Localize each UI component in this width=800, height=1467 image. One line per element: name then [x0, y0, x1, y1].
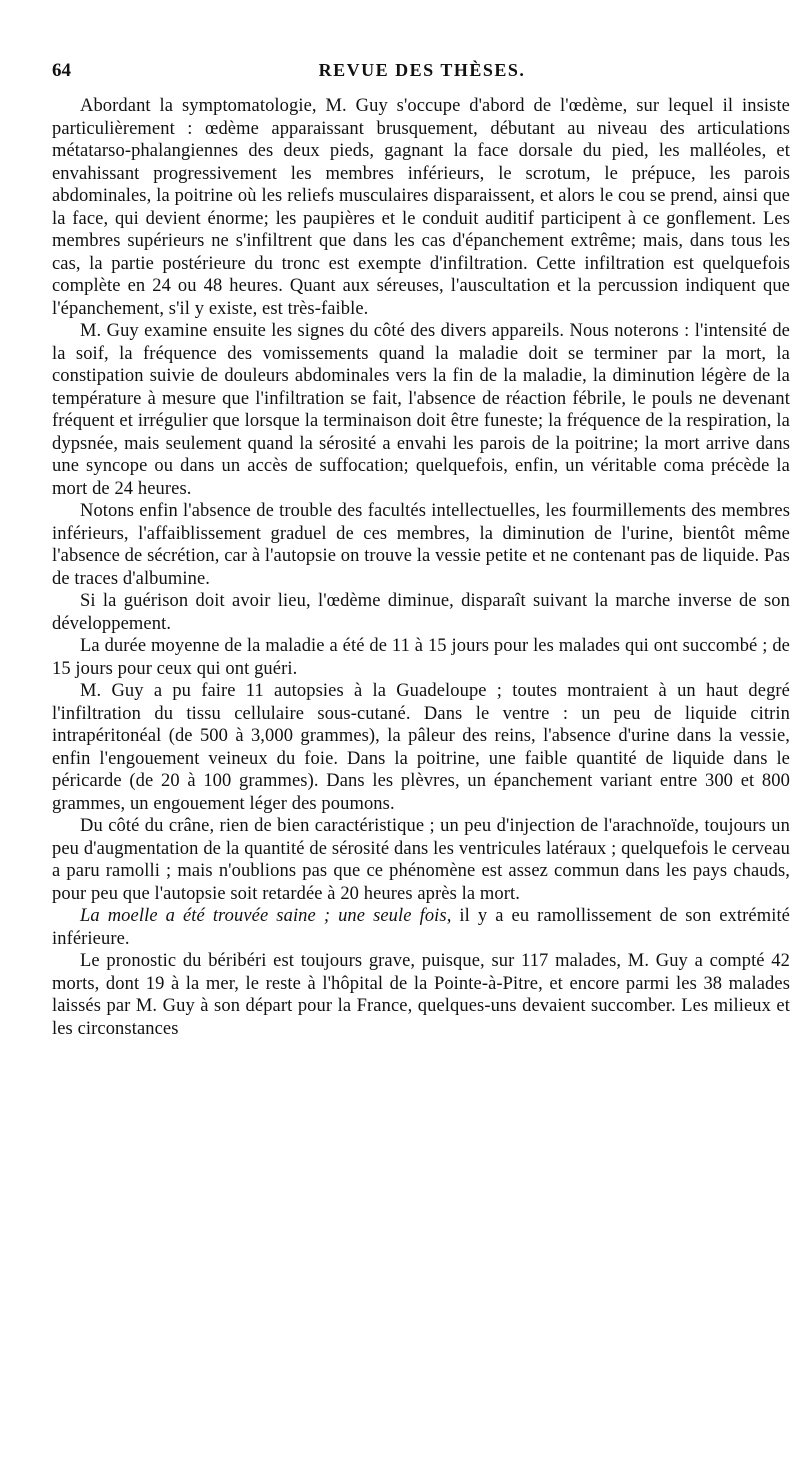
paragraph: Le pronostic du béribéri est toujours grave, puisque, sur 117 malades, M. Guy a compté 42 morts, dont 19 à la mer, le reste à l'hôpital de la Pointe-à-Pitre, et encore parmi les 38 malades laissés par M. Guy à son départ pour la France, quelques-uns devaient succomber. Les milieux et les circonstances [52, 951, 790, 1039]
paragraph: Notons enfin l'absence de trouble des facultés intellectuelles, les fourmillements des membres inférieurs, l'affaiblissement graduel de ces membres, la diminution de l'urine, bientôt même l'absence de sécrétion, car à l'autopsie on trouve la vessie petite et ne contenant pas de liquide. Pas de traces d'albumine. [52, 501, 790, 589]
paragraph: La durée moyenne de la maladie a été de 11 à 15 jours pour les malades qui ont succombé ; de 15 jours pour ceux qui ont guéri. [52, 636, 790, 679]
running-title: REVUE DES THÈSES. [318, 60, 526, 80]
body-text [52, 95, 790, 1040]
paragraph: Abordant la symptomatologie, M. Guy s'occupe d'abord de l'œdème, sur lequel il insiste particulièrement : œdème apparaissant brusquement, débutant au niveau des articulations métatarso-phalangiennes des deux pieds, gagnant la face dorsale du pied, les malléoles, et envahissant progressivement les membres inférieurs, le scrotum, le prépuce, les parois abdominales, la poitrine où les reliefs musculaires disparaissent, et alors le cou se prend, ainsi que la face, qui devient énorme; les paupières et le conduit auditif participent à ce gonflement. Les membres supérieurs ne s'infiltrent que dans les cas d'épanchement extrême; mais, dans tous les cas, la partie postérieure du tronc est exempte d'infiltration. Cette infiltration est quelquefois complète en 24 ou 48 heures. Quant aux séreuses, l'auscultation et la percussion indiquent que l'épanchement, s'il y existe, est très-faible. [52, 96, 790, 319]
italic-phrase: La moelle a été trouvée saine ; une seule fois, [80, 906, 452, 926]
paragraph: Si la guérison doit avoir lieu, l'œdème diminue, disparaît suivant la marche inverse de son développement. [52, 591, 790, 634]
paragraph: M. Guy a pu faire 11 autopsies à la Guadeloupe ; toutes montraient à un haut degré l'infiltration du tissu cellulaire sous-cutané. Dans le ventre : un peu de liquide citrin intrapéritonéal (de 500 à 3,000 grammes), la pâleur des reins, l'absence d'urine dans la vessie, enfin l'engouement veineux du foie. Dans la poitrine, une faible quantité de liquide dans le péricarde (de 20 à 100 grammes). Dans les plèvres, un épanchement variant entre 300 et 800 grammes, un engouement léger des poumons. [52, 681, 790, 814]
paragraph: M. Guy examine ensuite les signes du côté des divers appareils. Nous noterons : l'intensité de la soif, la fréquence des vomissements quand la maladie doit se terminer par la mort, la constipation suivie de douleurs abdominales vers la fin de la maladie, la diminution légère de la température à mesure que l'infiltration se fait, l'absence de réaction fébrile, le pouls ne devenant fréquent et irrégulier que lorsque la terminaison doit être funeste; la fréquence de la respiration, la dypsnée, mais seulement quand la sérosité a envahi les parois de la poitrine; la mort arrive dans une syncope ou dans un accès de suffocation; quelquefois, enfin, un véritable coma précède la mort de 24 heures. [52, 321, 790, 499]
paragraph: Du côté du crâne, rien de bien caractéristique ; un peu d'injection de l'arachnoïde, toujours un peu d'augmentation de la quantité de sérosité dans les ventricules latéraux ; quelquefois le cerveau a paru ramolli ; mais n'oublions pas que ce phénomène est assez commun dans les pays chauds, pour peu que l'autopsie soit retardée à 20 heures après la mort. [52, 816, 790, 904]
paragraph: La moelle a été trouvée saine ; une seule fois, il y a eu ramollissement de son extrémité inférieure. [52, 906, 790, 949]
page-header [52, 60, 792, 84]
page-number: 64 [52, 60, 71, 81]
